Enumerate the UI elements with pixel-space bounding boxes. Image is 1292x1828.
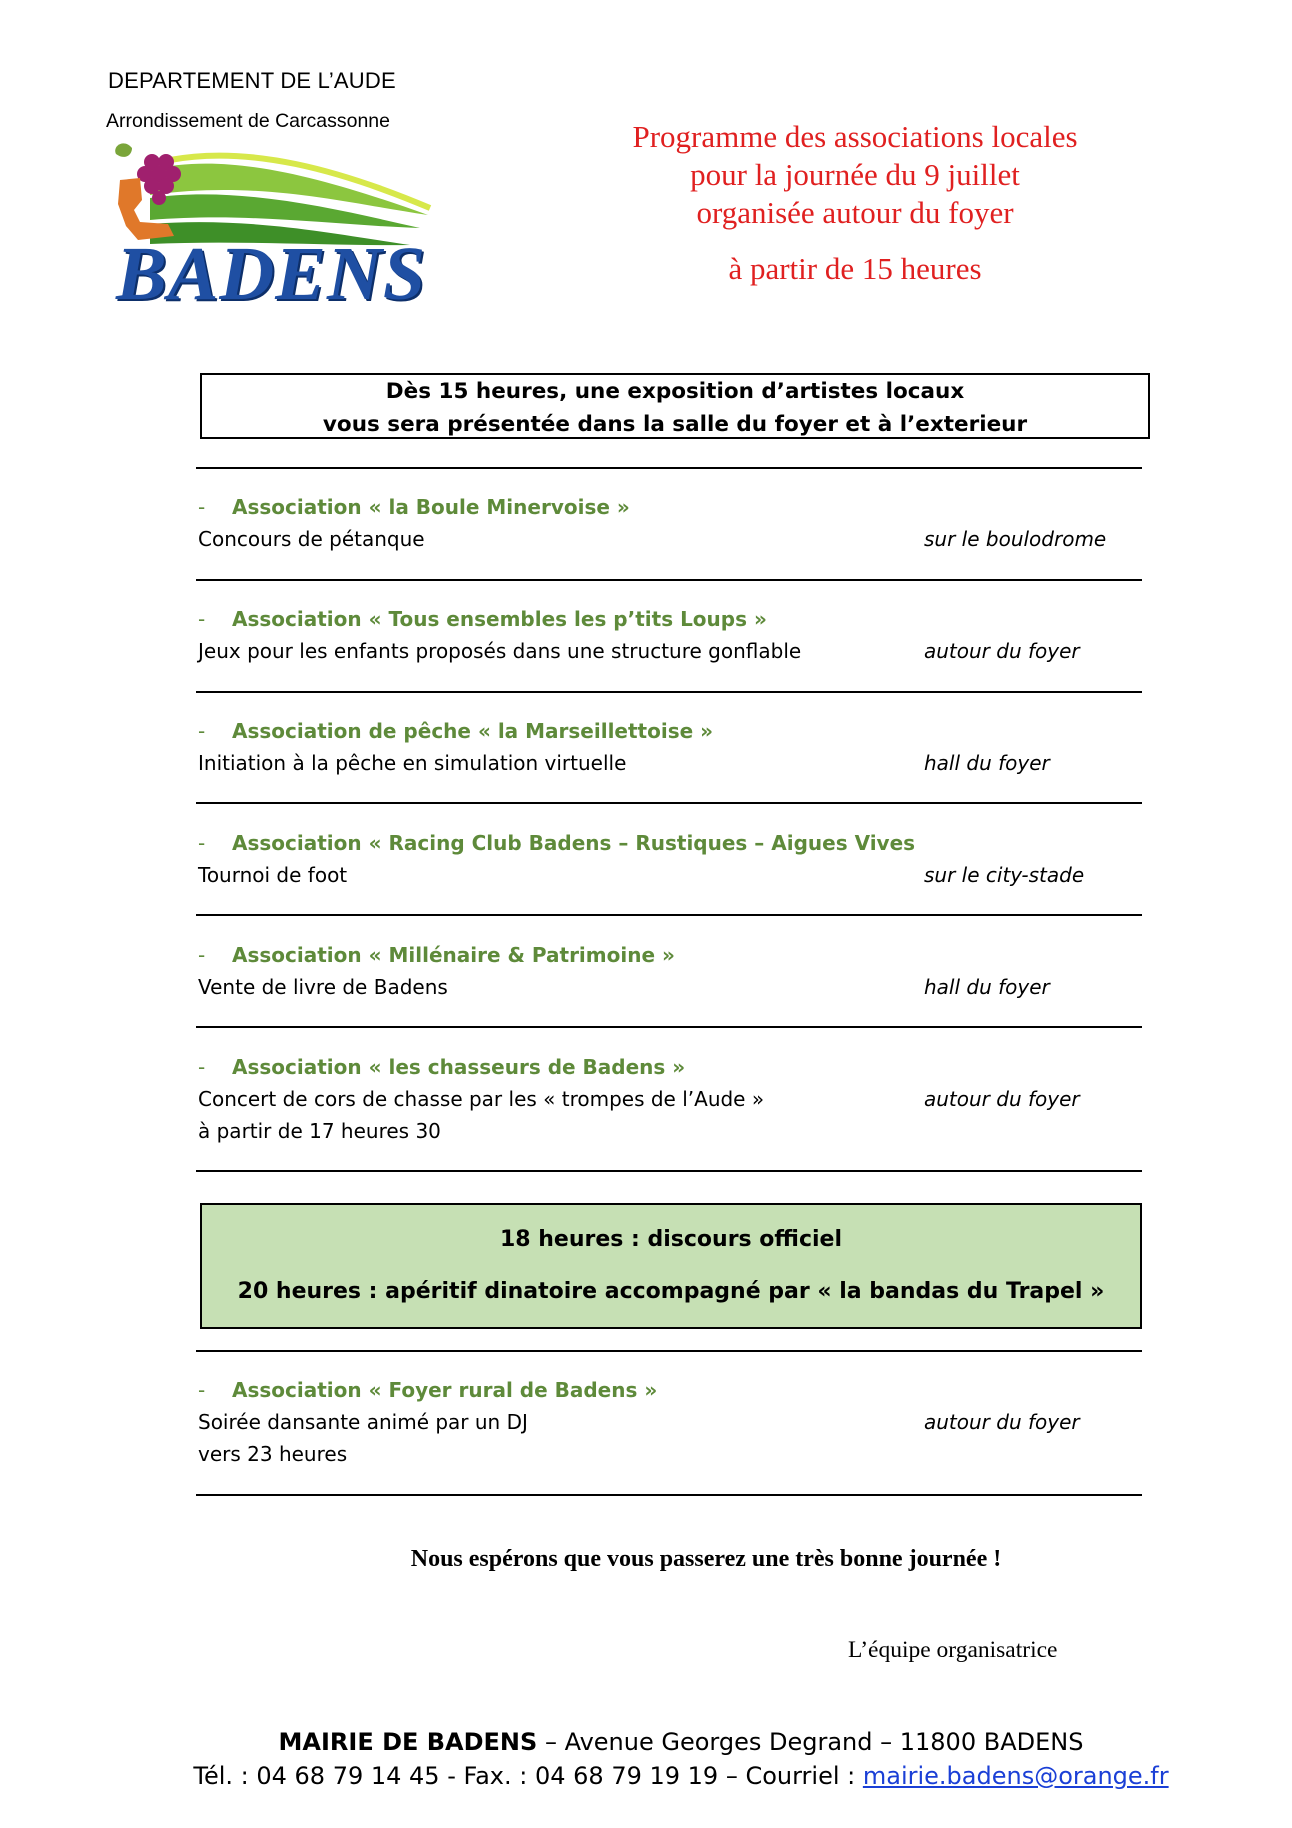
- title-line-2: pour la journée du 9 juillet: [690, 157, 1020, 192]
- association-name: Association de pêche « la Marseillettoise »: [232, 719, 714, 743]
- association-name: Association « Foyer rural de Badens »: [232, 1378, 658, 1402]
- location: hall du foyer: [924, 975, 1050, 999]
- email-link[interactable]: mairie.badens@orange.fr: [862, 1762, 1169, 1790]
- exhibition-box: [200, 373, 1150, 439]
- activity: Concours de pétanque: [198, 527, 425, 551]
- association-name: Association « Racing Club Badens – Rustiques – Aigues Vives: [232, 831, 916, 855]
- arrondissement-heading: Arrondissement de Carcassonne: [106, 110, 390, 132]
- association-name: Association « Millénaire & Patrimoine »: [232, 943, 675, 967]
- divider: [196, 802, 1142, 804]
- list-item: [198, 1374, 1138, 1470]
- activity-extra: à partir de 17 heures 30: [198, 1119, 441, 1143]
- divider: [196, 691, 1142, 693]
- highlight-box: [200, 1203, 1142, 1329]
- divider: [196, 1170, 1142, 1172]
- activity: Vente de livre de Badens: [198, 975, 448, 999]
- location: autour du foyer: [924, 1410, 1080, 1434]
- footer-contact: [0, 1762, 1292, 1790]
- location: hall du foyer: [924, 751, 1050, 775]
- signature: L’équipe organisatrice: [848, 1637, 1058, 1663]
- list-item: [198, 827, 1138, 891]
- divider: [196, 1026, 1142, 1028]
- mairie-name: MAIRIE DE BADENS: [278, 1728, 538, 1756]
- association-name: Association « Tous ensembles les p’tits Loups »: [232, 607, 767, 631]
- list-item: [198, 491, 1138, 555]
- activity: Initiation à la pêche en simulation virtuelle: [198, 751, 627, 775]
- program-title: [560, 118, 1150, 288]
- speech-time: 18 heures : discours officiel: [500, 1227, 842, 1252]
- title-line-1: Programme des associations locales: [632, 119, 1078, 154]
- title-line-3: organisée autour du foyer: [696, 195, 1014, 230]
- dash: -: [198, 607, 206, 631]
- activity-extra: vers 23 heures: [198, 1442, 348, 1466]
- location: sur le city-stade: [924, 863, 1085, 887]
- closing-message: Nous espérons que vous passerez une très bonne journée !: [410, 1546, 1002, 1572]
- activity: Jeux pour les enfants proposés dans une structure gonflable: [198, 639, 802, 663]
- dash: -: [198, 943, 206, 967]
- location: autour du foyer: [924, 639, 1080, 663]
- address: – Avenue Georges Degrand – 11800 BADENS: [537, 1728, 1084, 1756]
- list-item: [198, 939, 1138, 1003]
- exhibition-line-1: Dès 15 heures, une exposition d’artistes locaux: [385, 379, 965, 404]
- divider: [196, 579, 1142, 581]
- activity: Concert de cors de chasse par les « trompes de l’Aude »: [198, 1087, 765, 1111]
- association-name: Association « la Boule Minervoise »: [232, 495, 630, 519]
- dash: -: [198, 1055, 206, 1079]
- logo-text: BADENS: [116, 232, 427, 316]
- aperitif-time: 20 heures : apéritif dinatoire accompagné par « la bandas du Trapel »: [237, 1279, 1105, 1304]
- list-item: [198, 603, 1138, 667]
- list-item: [198, 715, 1138, 779]
- association-name: Association « les chasseurs de Badens »: [232, 1055, 686, 1079]
- divider: [196, 914, 1142, 916]
- dash: -: [198, 831, 206, 855]
- location: sur le boulodrome: [924, 527, 1107, 551]
- location: autour du foyer: [924, 1087, 1080, 1111]
- list-item: [198, 1051, 1138, 1147]
- divider: [196, 1350, 1142, 1352]
- footer-address: [0, 1728, 1292, 1756]
- exhibition-line-2: vous sera présentée dans la salle du foyer et à l’exterieur: [322, 412, 1028, 437]
- dash: -: [198, 719, 206, 743]
- dash: -: [198, 495, 206, 519]
- activity: Tournoi de foot: [198, 863, 348, 887]
- department-heading: DEPARTEMENT DE L’AUDE: [108, 68, 396, 93]
- phone-fax: Tél. : 04 68 79 14 45 - Fax. : 04 68 79 19 19 – Courriel :: [193, 1762, 863, 1790]
- dash: -: [198, 1378, 206, 1402]
- divider: [196, 467, 1142, 469]
- activity: Soirée dansante animé par un DJ: [198, 1410, 528, 1434]
- divider: [196, 1494, 1142, 1496]
- title-line-4: à partir de 15 heures: [728, 251, 982, 286]
